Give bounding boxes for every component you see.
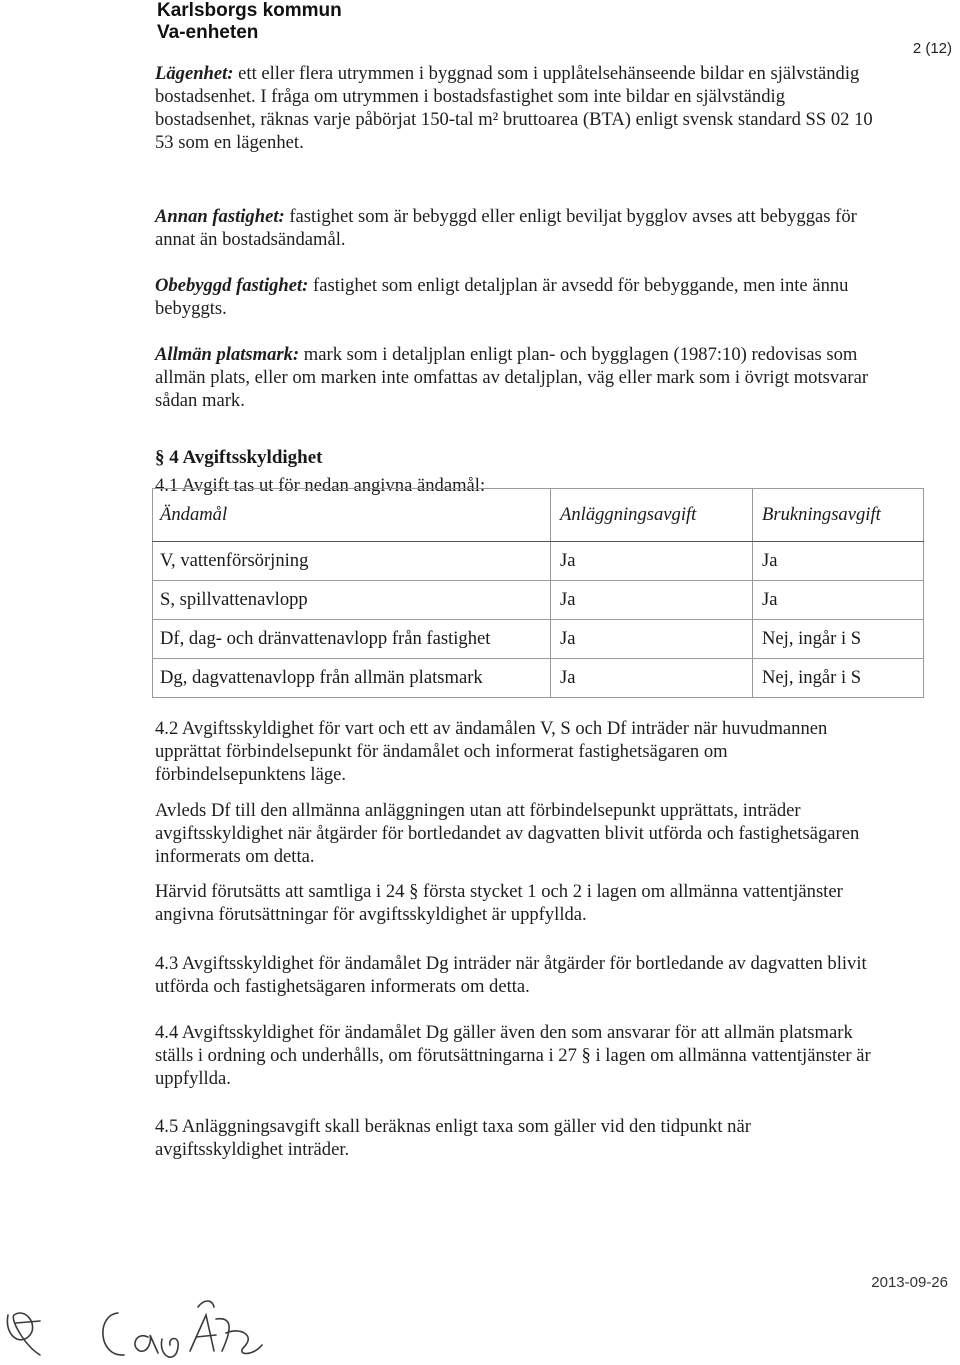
section-heading: § 4 Avgiftsskyldighet [155, 447, 323, 468]
header-connection-fee: Anläggningsavgift [560, 504, 697, 525]
definition-term: Allmän platsmark: [155, 344, 300, 365]
table-cell: Ja [560, 667, 576, 688]
paragraph-df-connection: Avleds Df till den allmänna anläggningen utan att förbindelsepunkt upprättats, inträder avgiftsskyldighet när åtgärder för bortledandet av dagvatten blivit utförda och fastighetsägaren informerats om detta. [155, 800, 860, 867]
definition-text: ett eller flera utrymmen i byggnad som i upplåtelsehänseende bildar en självständig bostadsenhet. I fråga om utrymmen i bostadsfastighet som inte bildar en självständig bostadsenhet, räknas varje påbörjat 150-tal m² bruttoarea (BTA) enligt svensk standard SS 02 10 53 som en lägenhet. [155, 63, 873, 153]
handwritten-signature [0, 1285, 320, 1365]
department-name: Va-enheten [157, 22, 259, 43]
definition-term: Obebyggd fastighet: [155, 275, 309, 296]
definition-text: fastighet som är bebyggd eller enligt beviljat bygglov avses att bebyggas för annat än bostadsändamål. [155, 206, 857, 250]
table-cell: Ja [762, 589, 778, 610]
table-row [152, 581, 924, 620]
table-cell: Ja [560, 550, 576, 571]
table-row [152, 542, 924, 581]
paragraph-4-4: 4.4 Avgiftsskyldighet för ändamålet Dg gäller även den som ansvarar för att allmän platsmark ställs i ordning och underhålls, om förutsättningarna i 27 § i lagen om allmänna vattentjänster är uppfyllda. [155, 1022, 871, 1089]
header-purpose: Ändamål [160, 504, 228, 525]
table-header-row [152, 488, 924, 542]
table-row [152, 659, 924, 698]
header-usage-fee: Brukningsavgift [762, 504, 881, 525]
table-intro: 4.1 Avgift tas ut för nedan angivna ändamål: [155, 475, 486, 496]
definition-obebyggd-fastighet [155, 274, 875, 320]
table-row [152, 620, 924, 659]
definition-text: mark som i detaljplan enligt plan- och bygglagen (1987:10) redovisas som allmän plats, eller om marken inte omfattas av detaljplan, väg eller mark som i övrigt motsvarar sådan mark. [155, 344, 869, 411]
table-cell: Ja [762, 550, 778, 571]
table-cell: V, vattenförsörjning [160, 550, 309, 571]
paragraph-prerequisites: Härvid förutsätts att samtliga i 24 § första stycket 1 och 2 i lagen om allmänna vattentjänster angivna förutsättningar för avgiftsskyldighet är uppfyllda. [155, 881, 843, 925]
organization-name: Karlsborgs kommun [157, 0, 342, 21]
paragraph-4-2: 4.2 Avgiftsskyldighet för vart och ett av ändamålen V, S och Df inträder när huvudmannen upprättat förbindelsepunkt för ändamålet och informerat fastighetsägaren om förbindelsepunktens läge. [155, 718, 828, 785]
table-cell: Dg, dagvattenavlopp från allmän platsmark [160, 667, 483, 688]
fee-purpose-table [152, 488, 924, 698]
definition-allman-platsmark [155, 343, 875, 412]
paragraph-4-5: 4.5 Anläggningsavgift skall beräknas enligt taxa som gäller vid den tidpunkt när avgiftsskyldighet inträder. [155, 1116, 751, 1160]
document-date: 2013-09-26 [871, 1274, 948, 1291]
definition-term: Annan fastighet: [155, 206, 285, 227]
page-number: 2 (12) [912, 40, 952, 57]
definition-annan-fastighet [155, 205, 875, 251]
definition-term: Lägenhet: [155, 63, 234, 84]
table-cell: Ja [560, 628, 576, 649]
table-cell: Ja [560, 589, 576, 610]
table-cell: S, spillvattenavlopp [160, 589, 308, 610]
paragraph-4-3: 4.3 Avgiftsskyldighet för ändamålet Dg inträder när åtgärder för bortledande av dagvatten blivit utförda och fastighetsägaren informerats om detta. [155, 953, 867, 997]
definition-text: fastighet som enligt detaljplan är avsedd för bebyggande, men inte ännu bebyggts. [155, 275, 849, 319]
definition-lagenhet [155, 62, 875, 154]
table-cell: Nej, ingår i S [762, 628, 862, 649]
table-cell: Nej, ingår i S [762, 667, 862, 688]
table-cell: Df, dag- och dränvattenavlopp från fastighet [160, 628, 491, 649]
